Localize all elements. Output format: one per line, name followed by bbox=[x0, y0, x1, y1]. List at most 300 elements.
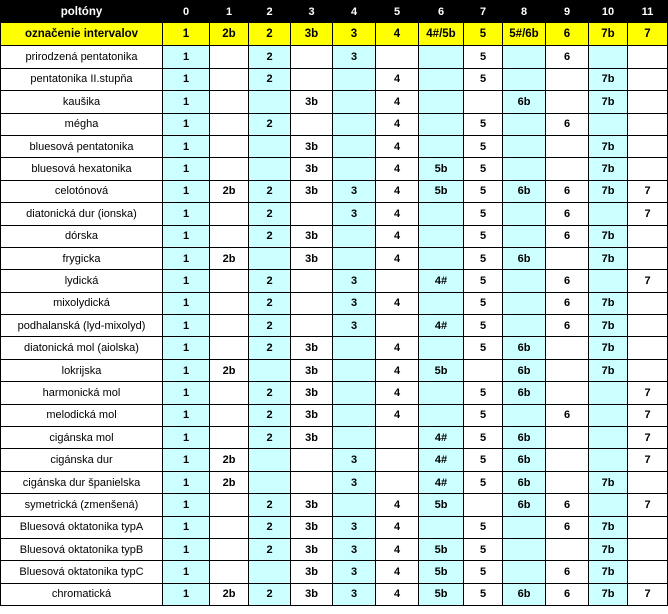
interval-value-cell bbox=[210, 538, 249, 560]
interval-value-cell bbox=[333, 382, 376, 404]
interval-value-cell bbox=[628, 292, 668, 314]
column-header: 9 bbox=[546, 1, 589, 23]
scale-name: Bluesová oktatonika typA bbox=[1, 516, 163, 538]
interval-value-cell bbox=[589, 382, 628, 404]
interval-value-cell: 5 bbox=[464, 135, 503, 157]
interval-value-cell bbox=[503, 561, 546, 583]
interval-value-cell bbox=[628, 113, 668, 135]
interval-value-cell bbox=[628, 46, 668, 68]
interval-value-cell: 2 bbox=[249, 583, 291, 605]
scale-row bbox=[1, 225, 668, 247]
interval-value-cell: 5 bbox=[464, 583, 503, 605]
interval-value-cell bbox=[546, 158, 589, 180]
interval-value-cell: 6 bbox=[546, 225, 589, 247]
scale-name: celotónová bbox=[1, 180, 163, 202]
interval-value-cell bbox=[210, 225, 249, 247]
interval-value-cell: 2 bbox=[249, 494, 291, 516]
interval-value-cell: 5b bbox=[419, 180, 464, 202]
interval-value-cell: 6 bbox=[546, 583, 589, 605]
scale-row bbox=[1, 494, 668, 516]
interval-value-cell: 5 bbox=[464, 516, 503, 538]
interval-value-cell: 2b bbox=[210, 471, 249, 493]
interval-value-cell: 7 bbox=[628, 382, 668, 404]
interval-value-cell bbox=[291, 46, 333, 68]
interval-value-cell bbox=[210, 337, 249, 359]
interval-value-cell: 4 bbox=[376, 359, 419, 381]
interval-value-cell: 7 bbox=[628, 180, 668, 202]
interval-value-cell: 2b bbox=[210, 449, 249, 471]
interval-value-cell: 1 bbox=[163, 583, 210, 605]
interval-value-cell: 6b bbox=[503, 91, 546, 113]
interval-value-cell: 7b bbox=[589, 247, 628, 269]
interval-value-cell: 4# bbox=[419, 315, 464, 337]
interval-value-cell bbox=[419, 247, 464, 269]
interval-value-cell: 7 bbox=[628, 270, 668, 292]
scale-row bbox=[1, 449, 668, 471]
interval-value-cell: 3 bbox=[333, 203, 376, 225]
interval-cell: 6 bbox=[546, 23, 589, 46]
interval-value-cell: 3b bbox=[291, 583, 333, 605]
interval-value-cell: 5 bbox=[464, 382, 503, 404]
interval-value-cell bbox=[503, 270, 546, 292]
interval-value-cell bbox=[503, 203, 546, 225]
column-header: 6 bbox=[419, 1, 464, 23]
interval-value-cell bbox=[503, 135, 546, 157]
scale-row bbox=[1, 180, 668, 202]
interval-value-cell bbox=[503, 404, 546, 426]
interval-value-cell bbox=[628, 538, 668, 560]
interval-value-cell: 5b bbox=[419, 561, 464, 583]
interval-value-cell bbox=[333, 337, 376, 359]
interval-value-cell bbox=[546, 382, 589, 404]
interval-value-cell bbox=[210, 561, 249, 583]
interval-value-cell: 5 bbox=[464, 113, 503, 135]
scale-row bbox=[1, 292, 668, 314]
interval-value-cell bbox=[628, 516, 668, 538]
interval-value-cell bbox=[210, 68, 249, 90]
interval-value-cell: 2 bbox=[249, 427, 291, 449]
interval-value-cell bbox=[589, 494, 628, 516]
interval-value-cell bbox=[419, 46, 464, 68]
interval-value-cell: 2 bbox=[249, 538, 291, 560]
interval-value-cell bbox=[546, 449, 589, 471]
interval-value-cell: 1 bbox=[163, 449, 210, 471]
scale-row bbox=[1, 538, 668, 560]
scale-row bbox=[1, 583, 668, 605]
interval-value-cell: 3 bbox=[333, 46, 376, 68]
scale-row bbox=[1, 382, 668, 404]
interval-value-cell bbox=[249, 561, 291, 583]
interval-value-cell bbox=[628, 135, 668, 157]
interval-value-cell bbox=[419, 292, 464, 314]
interval-value-cell: 1 bbox=[163, 225, 210, 247]
interval-value-cell: 6 bbox=[546, 561, 589, 583]
column-header: 3 bbox=[291, 1, 333, 23]
interval-value-cell bbox=[291, 449, 333, 471]
interval-value-cell: 5 bbox=[464, 337, 503, 359]
interval-value-cell bbox=[503, 225, 546, 247]
interval-value-cell bbox=[628, 91, 668, 113]
interval-value-cell: 4 bbox=[376, 292, 419, 314]
interval-value-cell bbox=[291, 68, 333, 90]
interval-value-cell: 6b bbox=[503, 583, 546, 605]
interval-value-cell: 3 bbox=[333, 449, 376, 471]
interval-value-cell: 5 bbox=[464, 46, 503, 68]
scale-name: Bluesová oktatonika typC bbox=[1, 561, 163, 583]
interval-value-cell: 6b bbox=[503, 471, 546, 493]
interval-value-cell bbox=[291, 203, 333, 225]
column-header: 1 bbox=[210, 1, 249, 23]
interval-cell: 4 bbox=[376, 23, 419, 46]
interval-value-cell: 1 bbox=[163, 494, 210, 516]
interval-value-cell bbox=[419, 113, 464, 135]
interval-value-cell bbox=[249, 471, 291, 493]
scale-name: mégha bbox=[1, 113, 163, 135]
scale-name: cigánska dur španielska bbox=[1, 471, 163, 493]
interval-value-cell: 7 bbox=[628, 583, 668, 605]
interval-value-cell: 2b bbox=[210, 247, 249, 269]
interval-value-cell: 3 bbox=[333, 292, 376, 314]
interval-value-cell bbox=[589, 113, 628, 135]
interval-value-cell: 1 bbox=[163, 337, 210, 359]
interval-value-cell bbox=[628, 225, 668, 247]
interval-value-cell: 4 bbox=[376, 180, 419, 202]
interval-value-cell: 6 bbox=[546, 292, 589, 314]
interval-value-cell: 3b bbox=[291, 158, 333, 180]
interval-value-cell: 1 bbox=[163, 158, 210, 180]
interval-value-cell: 3b bbox=[291, 427, 333, 449]
interval-value-cell: 6b bbox=[503, 427, 546, 449]
interval-value-cell: 1 bbox=[163, 270, 210, 292]
interval-value-cell bbox=[419, 91, 464, 113]
interval-value-cell bbox=[210, 516, 249, 538]
interval-value-cell: 2 bbox=[249, 292, 291, 314]
interval-value-cell bbox=[210, 427, 249, 449]
interval-value-cell: 1 bbox=[163, 91, 210, 113]
interval-value-cell: 7 bbox=[628, 449, 668, 471]
column-header: 5 bbox=[376, 1, 419, 23]
interval-value-cell: 6 bbox=[546, 404, 589, 426]
interval-value-cell bbox=[589, 427, 628, 449]
scale-row bbox=[1, 135, 668, 157]
interval-value-cell: 5 bbox=[464, 538, 503, 560]
interval-value-cell bbox=[333, 135, 376, 157]
interval-value-cell: 7b bbox=[589, 135, 628, 157]
interval-value-cell: 3 bbox=[333, 315, 376, 337]
interval-value-cell: 6 bbox=[546, 494, 589, 516]
interval-value-cell: 4 bbox=[376, 113, 419, 135]
column-header: 2 bbox=[249, 1, 291, 23]
interval-value-cell bbox=[333, 225, 376, 247]
interval-cell: 5 bbox=[464, 23, 503, 46]
interval-value-cell bbox=[503, 315, 546, 337]
interval-value-cell bbox=[419, 203, 464, 225]
scale-row bbox=[1, 561, 668, 583]
scale-row bbox=[1, 203, 668, 225]
interval-value-cell bbox=[249, 247, 291, 269]
interval-value-cell: 1 bbox=[163, 404, 210, 426]
interval-value-cell bbox=[503, 158, 546, 180]
interval-value-cell bbox=[628, 68, 668, 90]
interval-value-cell bbox=[503, 292, 546, 314]
interval-value-cell: 6 bbox=[546, 270, 589, 292]
interval-value-cell: 1 bbox=[163, 427, 210, 449]
interval-value-cell: 5b bbox=[419, 359, 464, 381]
interval-value-cell: 5 bbox=[464, 427, 503, 449]
interval-value-cell: 7 bbox=[628, 404, 668, 426]
interval-value-cell: 2 bbox=[249, 225, 291, 247]
interval-value-cell bbox=[419, 68, 464, 90]
interval-value-cell: 7b bbox=[589, 315, 628, 337]
interval-value-cell: 7b bbox=[589, 516, 628, 538]
interval-value-cell: 7b bbox=[589, 583, 628, 605]
interval-value-cell: 2 bbox=[249, 382, 291, 404]
interval-value-cell: 2b bbox=[210, 359, 249, 381]
interval-value-cell bbox=[589, 404, 628, 426]
interval-value-cell bbox=[464, 494, 503, 516]
interval-value-cell bbox=[333, 404, 376, 426]
interval-value-cell bbox=[249, 91, 291, 113]
interval-value-cell bbox=[249, 449, 291, 471]
interval-value-cell bbox=[376, 315, 419, 337]
interval-value-cell: 3 bbox=[333, 180, 376, 202]
interval-value-cell bbox=[210, 91, 249, 113]
interval-value-cell bbox=[546, 538, 589, 560]
interval-value-cell: 5b bbox=[419, 583, 464, 605]
interval-value-cell bbox=[503, 68, 546, 90]
interval-value-cell: 4 bbox=[376, 561, 419, 583]
interval-value-cell: 6b bbox=[503, 337, 546, 359]
interval-value-cell bbox=[333, 247, 376, 269]
interval-value-cell bbox=[589, 203, 628, 225]
interval-value-cell: 1 bbox=[163, 46, 210, 68]
interval-value-cell: 3b bbox=[291, 516, 333, 538]
interval-cell: 5#/6b bbox=[503, 23, 546, 46]
interval-value-cell bbox=[546, 68, 589, 90]
interval-value-cell: 5 bbox=[464, 247, 503, 269]
interval-value-cell: 5 bbox=[464, 158, 503, 180]
interval-value-cell: 4 bbox=[376, 91, 419, 113]
interval-value-cell bbox=[210, 113, 249, 135]
interval-value-cell bbox=[589, 270, 628, 292]
interval-cell: 1 bbox=[163, 23, 210, 46]
interval-value-cell: 3b bbox=[291, 337, 333, 359]
interval-value-cell bbox=[291, 292, 333, 314]
interval-cell: 2b bbox=[210, 23, 249, 46]
interval-value-cell bbox=[503, 46, 546, 68]
interval-value-cell bbox=[210, 292, 249, 314]
interval-value-cell bbox=[210, 315, 249, 337]
interval-value-cell bbox=[628, 337, 668, 359]
interval-value-cell: 7b bbox=[589, 359, 628, 381]
interval-value-cell bbox=[210, 203, 249, 225]
interval-value-cell: 2 bbox=[249, 203, 291, 225]
interval-value-cell: 1 bbox=[163, 135, 210, 157]
interval-value-cell: 5b bbox=[419, 158, 464, 180]
interval-row-label: označenie intervalov bbox=[1, 23, 163, 46]
interval-value-cell bbox=[333, 494, 376, 516]
interval-value-cell bbox=[546, 359, 589, 381]
interval-value-cell: 1 bbox=[163, 203, 210, 225]
interval-value-cell bbox=[333, 68, 376, 90]
interval-value-cell bbox=[291, 315, 333, 337]
interval-value-cell bbox=[628, 359, 668, 381]
scale-name: podhalanská (lyd-mixolyd) bbox=[1, 315, 163, 337]
interval-value-cell: 7b bbox=[589, 158, 628, 180]
interval-value-cell: 2 bbox=[249, 270, 291, 292]
interval-value-cell: 6b bbox=[503, 449, 546, 471]
interval-value-cell: 7 bbox=[628, 203, 668, 225]
interval-value-cell: 1 bbox=[163, 292, 210, 314]
interval-value-cell bbox=[546, 471, 589, 493]
column-header: 10 bbox=[589, 1, 628, 23]
interval-value-cell: 2 bbox=[249, 113, 291, 135]
interval-value-cell: 3b bbox=[291, 225, 333, 247]
scale-name: dórska bbox=[1, 225, 163, 247]
scale-row bbox=[1, 427, 668, 449]
interval-value-cell bbox=[419, 337, 464, 359]
interval-value-cell: 7b bbox=[589, 561, 628, 583]
interval-value-cell: 7b bbox=[589, 292, 628, 314]
interval-value-cell: 5 bbox=[464, 203, 503, 225]
interval-value-cell bbox=[628, 315, 668, 337]
interval-value-cell: 5 bbox=[464, 225, 503, 247]
interval-value-cell: 3 bbox=[333, 561, 376, 583]
interval-value-cell: 1 bbox=[163, 247, 210, 269]
interval-value-cell bbox=[503, 538, 546, 560]
interval-value-cell: 7b bbox=[589, 471, 628, 493]
scale-row bbox=[1, 471, 668, 493]
interval-value-cell: 5b bbox=[419, 538, 464, 560]
header-row bbox=[1, 1, 668, 23]
interval-cell: 3 bbox=[333, 23, 376, 46]
interval-value-cell: 3b bbox=[291, 382, 333, 404]
scale-row bbox=[1, 270, 668, 292]
interval-value-cell: 6 bbox=[546, 516, 589, 538]
interval-value-cell: 4# bbox=[419, 427, 464, 449]
interval-value-cell bbox=[333, 158, 376, 180]
interval-value-cell: 6 bbox=[546, 113, 589, 135]
scale-row bbox=[1, 337, 668, 359]
scale-row bbox=[1, 247, 668, 269]
interval-value-cell: 1 bbox=[163, 180, 210, 202]
interval-value-cell: 4 bbox=[376, 382, 419, 404]
interval-value-cell: 1 bbox=[163, 359, 210, 381]
interval-value-cell bbox=[291, 471, 333, 493]
interval-value-cell: 4 bbox=[376, 516, 419, 538]
interval-value-cell: 1 bbox=[163, 538, 210, 560]
scale-name: cigánska mol bbox=[1, 427, 163, 449]
interval-value-cell: 6b bbox=[503, 494, 546, 516]
scale-name: Bluesová oktatonika typB bbox=[1, 538, 163, 560]
interval-value-cell: 2b bbox=[210, 583, 249, 605]
scale-row bbox=[1, 404, 668, 426]
interval-value-cell: 1 bbox=[163, 471, 210, 493]
interval-value-cell: 3b bbox=[291, 91, 333, 113]
interval-cell: 2 bbox=[249, 23, 291, 46]
interval-cell: 7 bbox=[628, 23, 668, 46]
column-header: 7 bbox=[464, 1, 503, 23]
interval-value-cell: 4 bbox=[376, 494, 419, 516]
interval-value-cell bbox=[546, 427, 589, 449]
interval-value-cell bbox=[249, 359, 291, 381]
interval-value-cell: 4 bbox=[376, 337, 419, 359]
interval-value-cell bbox=[419, 404, 464, 426]
column-header: 0 bbox=[163, 1, 210, 23]
scale-row bbox=[1, 516, 668, 538]
scale-row bbox=[1, 315, 668, 337]
interval-value-cell bbox=[333, 113, 376, 135]
column-header: 11 bbox=[628, 1, 668, 23]
interval-value-cell bbox=[419, 516, 464, 538]
scale-name: harmonická mol bbox=[1, 382, 163, 404]
interval-value-cell bbox=[333, 91, 376, 113]
interval-value-cell: 5 bbox=[464, 180, 503, 202]
interval-value-cell: 6 bbox=[546, 203, 589, 225]
interval-value-cell bbox=[210, 135, 249, 157]
scale-name: diatonická dur (ionska) bbox=[1, 203, 163, 225]
interval-value-cell bbox=[291, 113, 333, 135]
scale-row bbox=[1, 359, 668, 381]
interval-value-cell: 7b bbox=[589, 538, 628, 560]
interval-value-cell bbox=[376, 46, 419, 68]
interval-value-cell bbox=[249, 135, 291, 157]
scale-name: diatonická mol (aiolska) bbox=[1, 337, 163, 359]
interval-value-cell: 7b bbox=[589, 180, 628, 202]
scale-name: prirodzená pentatonika bbox=[1, 46, 163, 68]
interval-value-cell bbox=[628, 158, 668, 180]
interval-value-cell: 2b bbox=[210, 180, 249, 202]
interval-value-cell: 6b bbox=[503, 180, 546, 202]
interval-value-cell: 4# bbox=[419, 471, 464, 493]
interval-value-cell: 5 bbox=[464, 68, 503, 90]
scale-row bbox=[1, 113, 668, 135]
interval-value-cell: 1 bbox=[163, 382, 210, 404]
interval-value-cell bbox=[464, 91, 503, 113]
interval-value-cell: 7b bbox=[589, 68, 628, 90]
interval-value-cell: 3 bbox=[333, 583, 376, 605]
interval-value-cell bbox=[419, 382, 464, 404]
interval-value-cell: 4 bbox=[376, 203, 419, 225]
interval-value-cell bbox=[210, 382, 249, 404]
interval-value-cell bbox=[546, 247, 589, 269]
interval-value-cell: 4 bbox=[376, 247, 419, 269]
interval-value-cell: 7 bbox=[628, 427, 668, 449]
interval-value-cell: 3b bbox=[291, 359, 333, 381]
interval-value-cell: 2 bbox=[249, 516, 291, 538]
interval-value-cell bbox=[376, 449, 419, 471]
interval-cell: 3b bbox=[291, 23, 333, 46]
interval-value-cell: 3 bbox=[333, 471, 376, 493]
interval-value-cell: 1 bbox=[163, 113, 210, 135]
scale-name: chromatická bbox=[1, 583, 163, 605]
interval-value-cell bbox=[333, 427, 376, 449]
interval-value-cell bbox=[546, 135, 589, 157]
interval-value-cell bbox=[333, 359, 376, 381]
interval-value-cell: 3 bbox=[333, 270, 376, 292]
interval-value-cell: 2 bbox=[249, 404, 291, 426]
interval-value-cell: 5 bbox=[464, 315, 503, 337]
interval-value-cell: 2 bbox=[249, 337, 291, 359]
interval-cell: 7b bbox=[589, 23, 628, 46]
interval-value-cell: 1 bbox=[163, 315, 210, 337]
interval-value-cell: 5 bbox=[464, 471, 503, 493]
interval-value-cell bbox=[503, 113, 546, 135]
interval-value-cell: 4 bbox=[376, 225, 419, 247]
interval-value-cell: 5 bbox=[464, 404, 503, 426]
interval-value-cell bbox=[546, 91, 589, 113]
interval-value-cell: 1 bbox=[163, 561, 210, 583]
